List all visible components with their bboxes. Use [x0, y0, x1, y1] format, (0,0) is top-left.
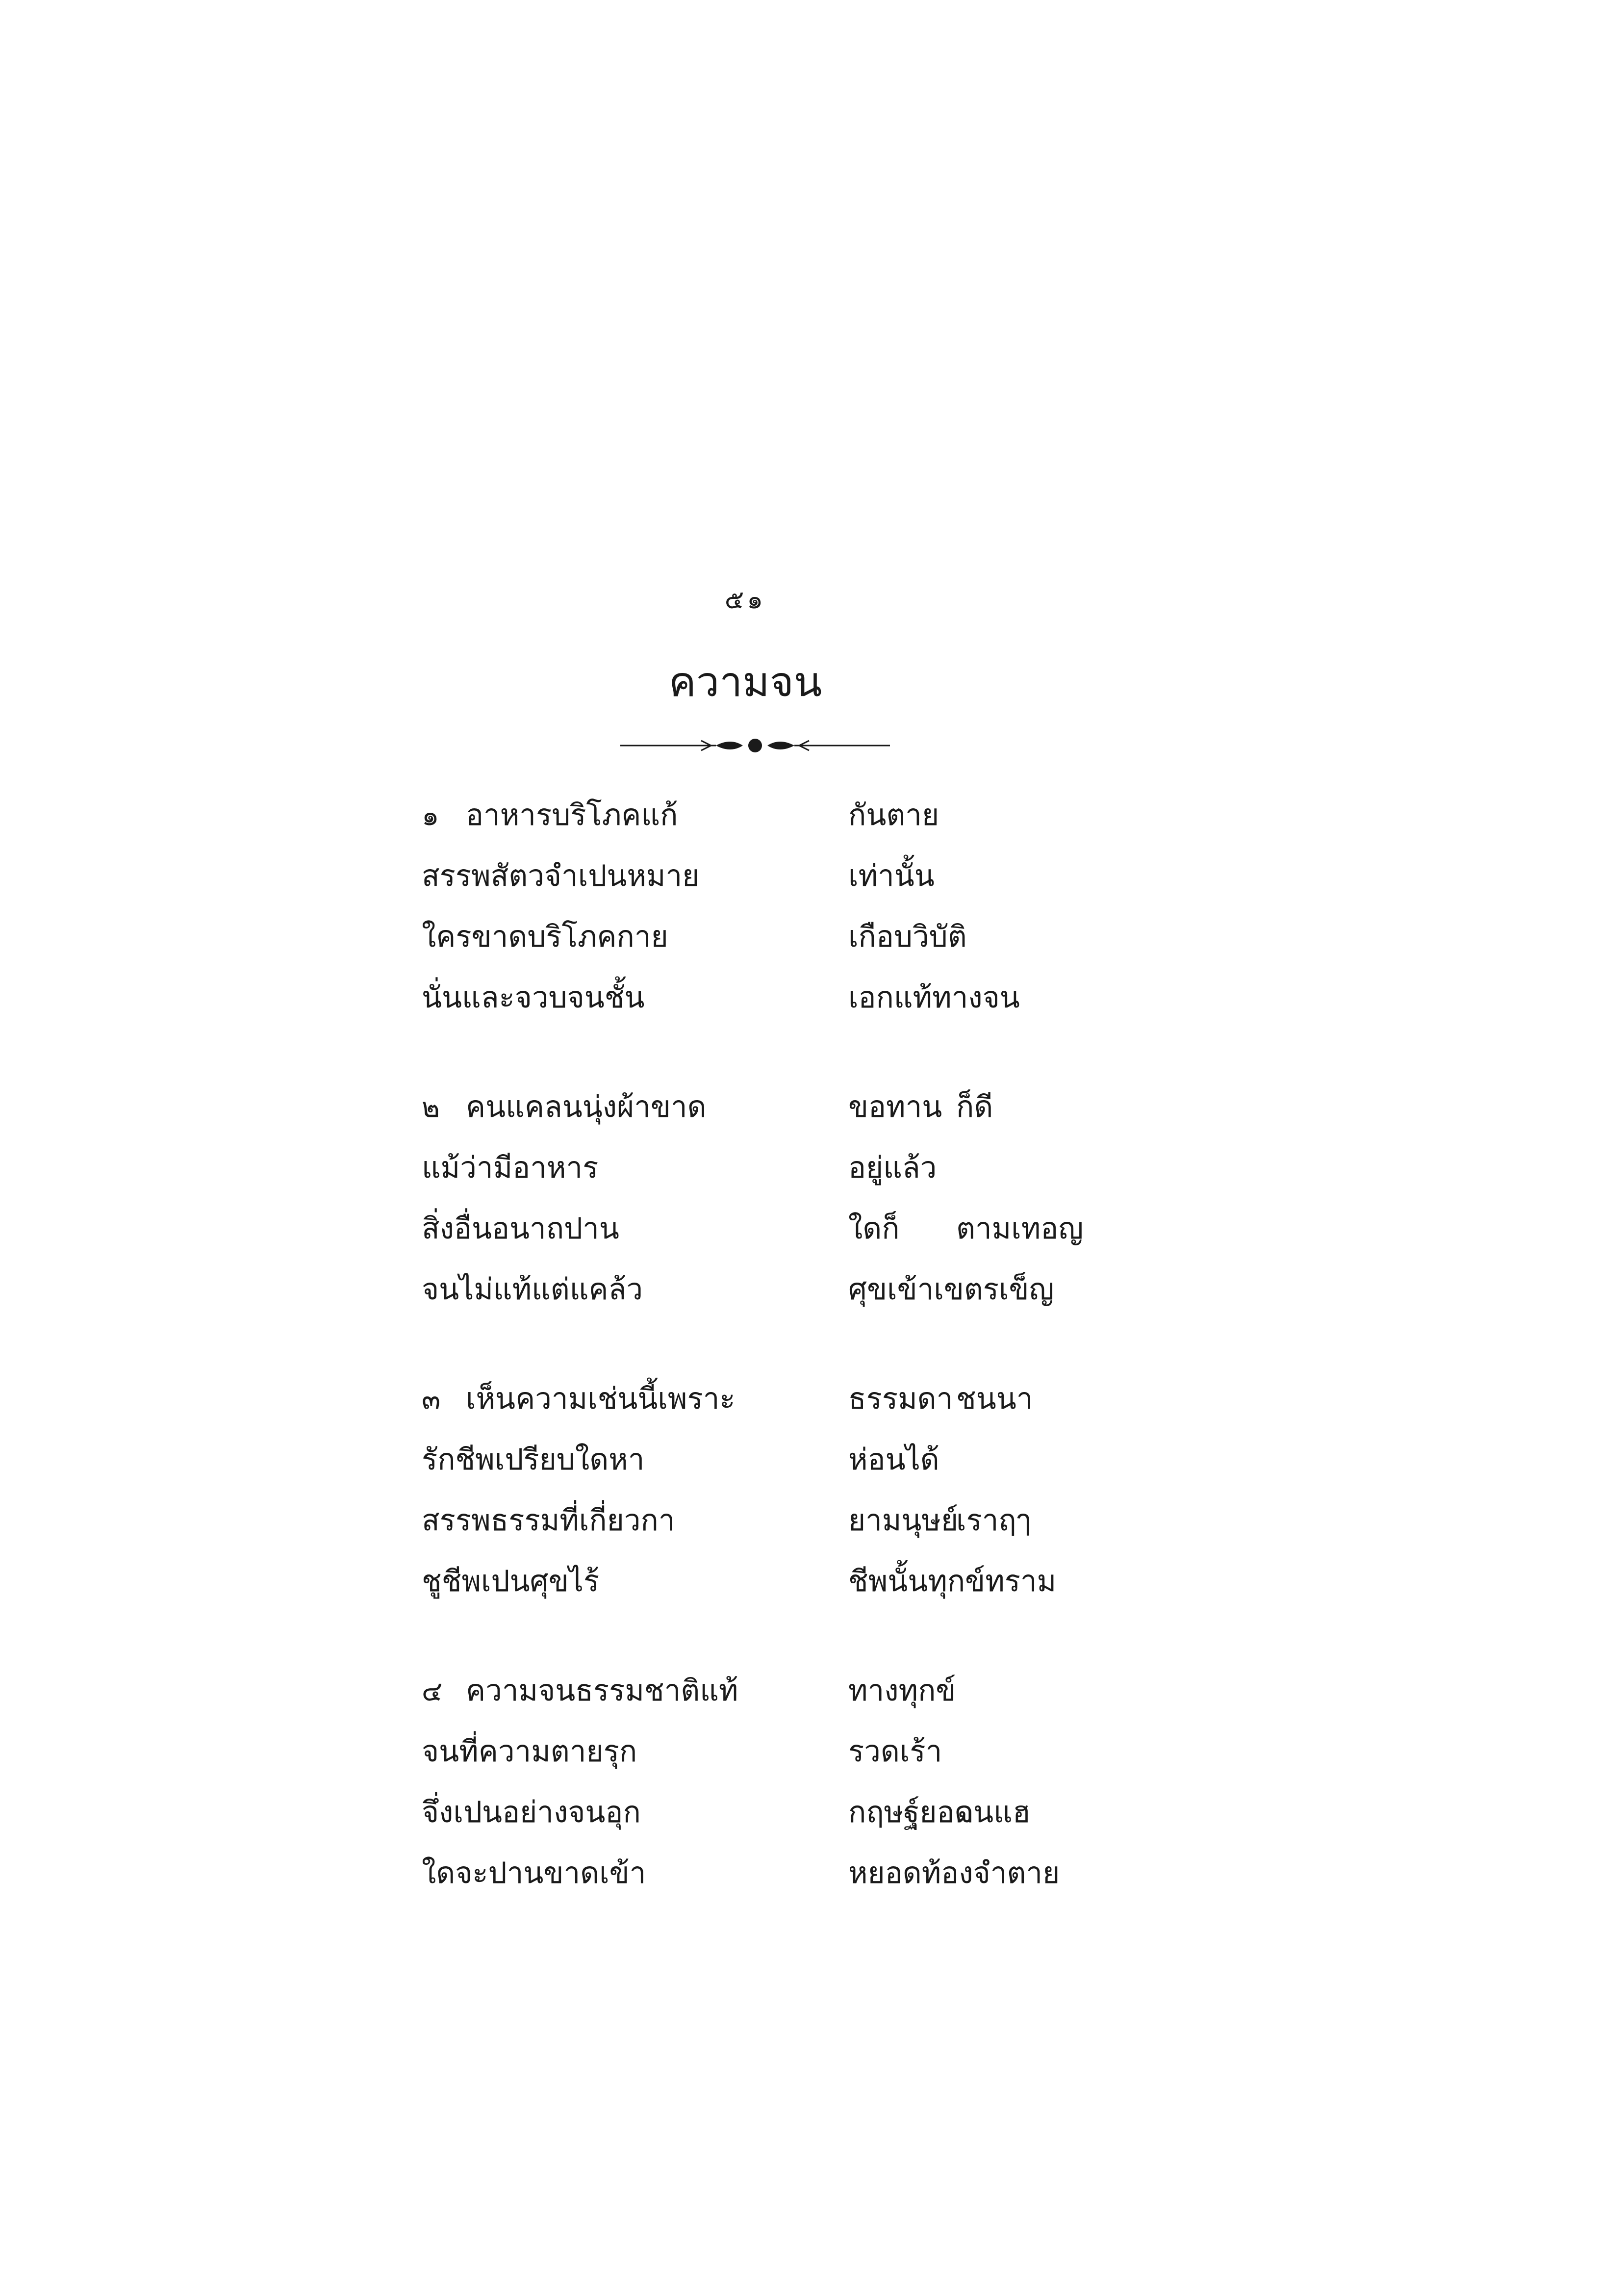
line-first-half: สรรพธรรมที่เกี่ยวกา	[422, 1503, 675, 1538]
line-first-half: รักชีพเปรียบใดหา	[422, 1443, 645, 1477]
verse-number: ๒	[422, 1092, 440, 1124]
line-first-half: ชูชีพเปนศุขไร้	[422, 1564, 600, 1598]
poem-line	[422, 1137, 1157, 1198]
poem-line	[422, 785, 1157, 846]
line-second-half: ธรรมดา	[848, 1382, 953, 1416]
line-first-half: นั่นและจวบจนชั้น	[422, 980, 645, 1015]
line-first-half	[422, 1660, 738, 1722]
poem-line	[422, 1721, 1157, 1782]
poem-line	[422, 906, 1157, 967]
poem-line	[422, 967, 1157, 1028]
poem-line	[422, 1490, 1157, 1551]
line-end-word: จนแฮ	[956, 1795, 1031, 1830]
line-first-half	[422, 785, 678, 847]
poem-line	[422, 1368, 1157, 1429]
line-text: เห็นความเช่นนี้เพราะ	[466, 1382, 736, 1416]
line-second-half: กฤษฐ์ยอด	[848, 1795, 974, 1830]
verse-number: ๓	[422, 1384, 441, 1416]
poem-line	[422, 1259, 1157, 1320]
line-second-half: กันตาย	[848, 798, 939, 832]
poem-line	[422, 1077, 1157, 1137]
line-end-word: ชนนา	[956, 1382, 1033, 1416]
line-first-half	[422, 1368, 736, 1430]
line-first-half: ใครขาดบริโภคกาย	[422, 920, 668, 954]
line-end-word: ตามเทอญ	[956, 1211, 1084, 1246]
line-second-half: ขอทาน	[848, 1090, 942, 1124]
line-second-half: เท่านั้น	[848, 859, 935, 893]
line-first-half: สิ่งอื่นอนาถปาน	[422, 1211, 619, 1246]
poem-line	[422, 1843, 1157, 1904]
line-end-word: ก็ดี	[956, 1090, 993, 1124]
verse-number: ๔	[422, 1675, 443, 1707]
line-first-half: จนไม่แท้แต่แคล้ว	[422, 1272, 643, 1307]
title-ornament	[618, 731, 892, 760]
line-first-half: สรรพสัตวจำเปนหมาย	[422, 859, 700, 893]
line-first-half: จึ่งเปนอย่างจนอุก	[422, 1795, 641, 1830]
line-text: ความจนธรรมชาติแท้	[466, 1674, 738, 1708]
line-second-half: อยู่แล้ว	[848, 1151, 937, 1185]
stanza-3	[422, 1368, 1157, 1612]
line-second-half: เอกแท้ทางจน	[848, 980, 1020, 1015]
poem-line	[422, 1198, 1157, 1259]
line-first-half: ใดจะปานขาดเข้า	[422, 1856, 646, 1890]
line-text: คนแคลนนุ่งผ้าขาด	[466, 1090, 707, 1124]
poem-title: ความจน	[668, 658, 822, 706]
line-second-half: ชีพนั้นทุกข์ทราม	[848, 1564, 1057, 1598]
line-second-half: รวดเร้า	[848, 1734, 942, 1769]
poem-line	[422, 1429, 1157, 1490]
line-first-half: แม้ว่ามีอาหาร	[422, 1151, 599, 1185]
line-second-half: ใดก็	[848, 1211, 900, 1246]
line-second-half: ทางทุกข์	[848, 1674, 956, 1708]
line-second-half: ยามนุษย์	[848, 1503, 959, 1538]
line-end-word: เราฤๅ	[956, 1503, 1031, 1538]
poem-line	[422, 1551, 1157, 1612]
stanza-4	[422, 1660, 1157, 1904]
poem-line	[422, 1782, 1157, 1843]
page-number: ๕๑	[724, 585, 766, 615]
line-second-half: ศุขเข้าเขตรเข็ญ	[848, 1272, 1054, 1307]
poem-line	[422, 1660, 1157, 1721]
stanza-1	[422, 785, 1157, 1028]
line-first-half: จนที่ความตายรุก	[422, 1734, 637, 1769]
line-text: อาหารบริโภคแก้	[466, 798, 678, 832]
line-first-half	[422, 1077, 707, 1138]
poem-line	[422, 846, 1157, 906]
line-second-half: เกือบวิบัติ	[848, 920, 967, 954]
line-second-half: ห่อนได้	[848, 1443, 939, 1477]
line-second-half: หยอดท้องจำตาย	[848, 1856, 1060, 1890]
verse-number: ๑	[422, 800, 439, 832]
stanza-2	[422, 1077, 1157, 1320]
